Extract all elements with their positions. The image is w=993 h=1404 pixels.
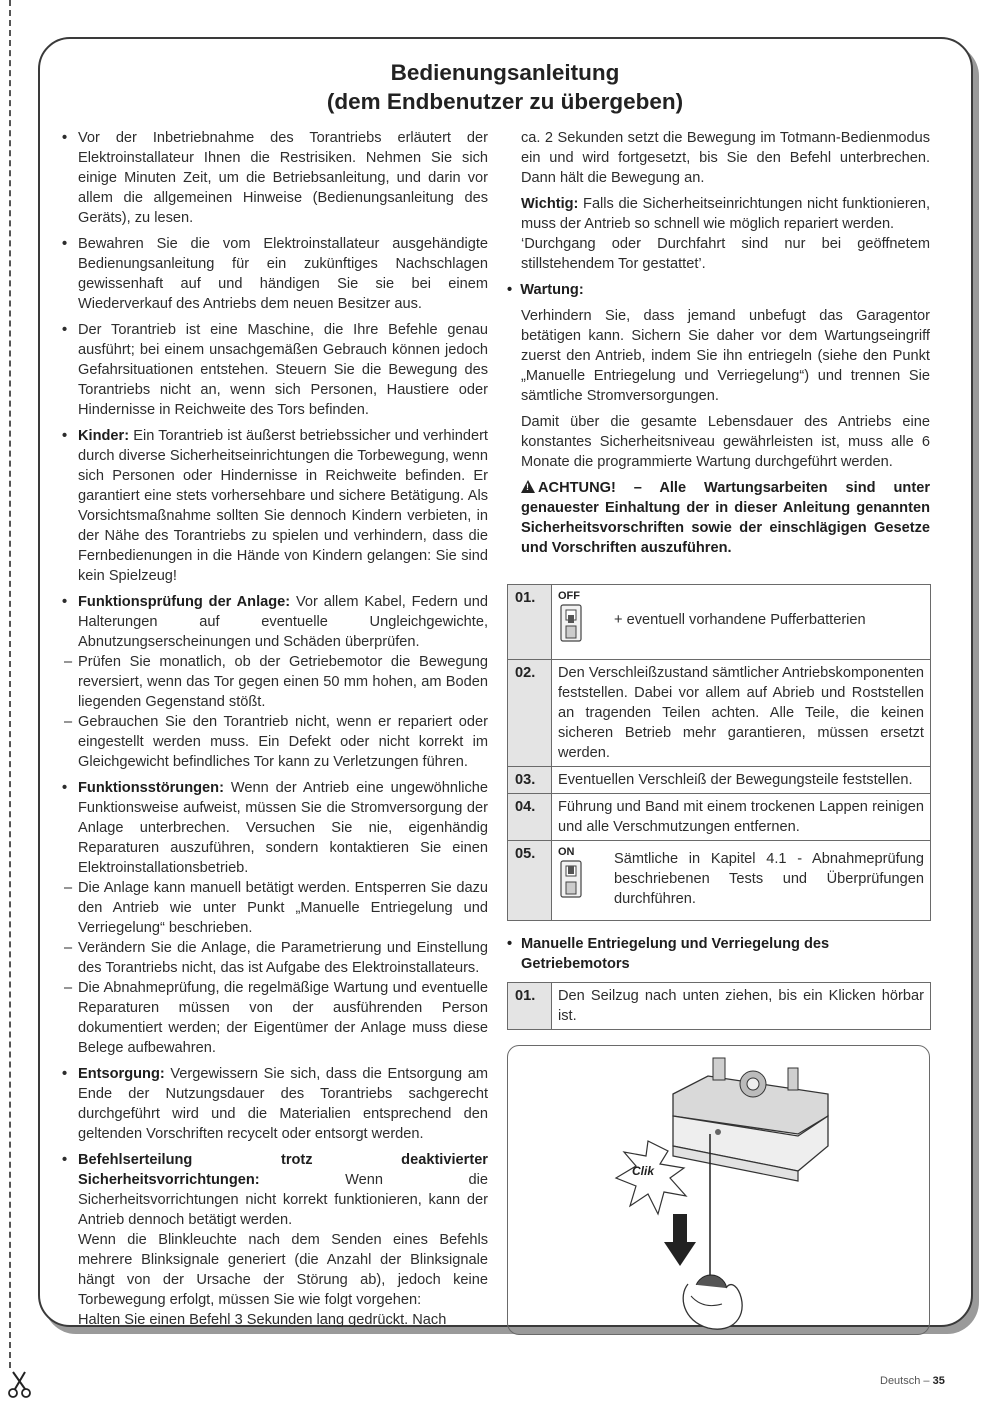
paragraph: ‘Durchgang oder Durchfahrt sind nur bei geöffnetem stillstehendem Tor gestattet’. <box>521 236 930 272</box>
table-row <box>508 841 931 921</box>
dash-item: – Die Anlage kann manuell betätigt werden. Entsperren Sie dazu den Antrieb wie unter Punkt „Manuelle Entriegelung und Verriegelung“ beschrieben. <box>64 880 488 936</box>
switch-label: OFF <box>558 590 580 602</box>
motor-release-drawing <box>508 1046 930 1335</box>
step-content <box>552 841 931 921</box>
switch-label: ON <box>558 846 575 858</box>
list-item: • Befehlserteilung trotz deaktivierter Sicherheitsvorrichtungen: Wenn die Sicherheitsvorrichtungen nicht korrekt funktionieren, kann der Antrieb dennoch betätigt werden. <box>62 1152 488 1228</box>
right-column <box>507 128 930 558</box>
list-item: • Kinder: Ein Torantrieb ist äußerst betriebssicher und verhindert durch diverse Sicherheitseinrichtungen die Torbewegung, wenn sich Personen oder Hindernisse in Reichweite befinden. Er garantiert eine stets vorhersehbare und sichere Betätigung. Als Vorsichtsmaßnahme sollten Sie dennoch Kindern verbieten, in der Nähe des Torantriebs zu spielen und verhindern, dass die Fernbedienungen in die Hände von Kindern gelangen: Sie sind kein Spielzeug! <box>62 428 488 584</box>
paragraph: Verhindern Sie, dass jemand unbefugt das Garagentor betätigen kann. Sichern Sie daher vor dem Wartungseingriff zuerst den Antrieb, indem Sie ihn entriegeln (siehe den Punkt „Manuelle Entriegelung und Verriegelung“) und trennen Sie sämtliche Stromversorgungen. <box>521 308 930 404</box>
dash-item: – Gebrauchen Sie den Torantrieb nicht, wenn er repariert oder eingestellt werden muss. Ein Defekt oder nicht korrekt im Gleichgewicht befindliches Tor kann zu Verletzungen führen. <box>64 714 488 770</box>
step-text: Führung und Band mit einem trockenen Lappen reinigen und alle Verschmutzungen entfernen. <box>552 794 931 841</box>
dash-item: – Die Abnahmeprüfung, die regelmäßige Wartung und eventuelle Reparaturen müssen von der ausführenden Person dokumentiert werden; der Eigentümer der Anlage muss diese Belege aufbewahren. <box>64 980 488 1056</box>
table-row <box>508 983 931 1030</box>
paragraph: ca. 2 Sekunden setzt die Bewegung im Totmann-Bedienmodus ein und wird fortgesetzt, bis Sie den Befehl unterbrechen. Dann hält die Bewegung an. <box>521 130 930 186</box>
list-item: • Entsorgung: Vergewissern Sie sich, dass die Entsorgung am Ende der Nutzungsdauer des Torantriebs sachgerecht durchgeführt wird und die Materialien entsprechend den geltenden Vorschriften recycelt oder entsorgt werden. <box>62 1066 488 1142</box>
paragraph: Halten Sie einen Befehl 3 Sekunden lang gedrückt. Nach <box>78 1312 447 1328</box>
paragraph: Damit über die gesamte Lebensdauer des Antriebs eine konstantes Sicherheitsniveau gewährleisten ist, muss alle 6 Monate die programmierte Wartung durchgeführt werden. <box>521 414 930 470</box>
step-text: Eventuellen Verschleiß der Bewegungsteile feststellen. <box>552 767 931 794</box>
step-number: 01. <box>508 585 552 660</box>
section-heading-manual-release: • Manuelle Entriegelung und Verriegelung des Getriebemotors <box>507 936 830 972</box>
table-row <box>508 767 931 794</box>
page-number: 35 <box>932 1375 945 1387</box>
paragraph: Wenn die Blinkleuchte nach dem Senden eines Befehls mehrere Blinksignale generiert (die Anzahl der Blinksignale hängt von der Ursache der Störung ab), jedoch keine Torbewegung erfolgt, müssen Sie wie folgt vorgehen: <box>78 1232 488 1308</box>
list-item: • Funktionsprüfung der Anlage: Vor allem Kabel, Federn und Halterungen auf eventuelle Ungleichgewichte, Abnutzungserscheinungen und Schäden überprüfen. <box>62 594 488 650</box>
cut-line <box>9 0 11 1368</box>
step-content <box>552 585 931 660</box>
maintenance-steps-table <box>507 584 931 921</box>
table-row <box>508 794 931 841</box>
page-footer <box>880 1375 945 1387</box>
paragraph: Wichtig: Falls die Sicherheitseinrichtungen nicht funktionieren, muss der Antrieb so schnell wie möglich repariert werden. <box>521 196 930 232</box>
step-text: + eventuell vorhandene Pufferbatterien <box>614 612 866 628</box>
manual-release-illustration <box>507 1045 930 1335</box>
table-row <box>508 585 931 660</box>
footer-language: Deutsch – <box>880 1375 930 1387</box>
left-column <box>62 128 488 1330</box>
table-row <box>508 660 931 767</box>
dash-item: – Verändern Sie die Anlage, die Parametrierung und Einstellung des Torantriebs nicht, das ist Aufgabe des Elektroinstallateurs. <box>64 940 488 976</box>
scissors-icon <box>6 1370 34 1398</box>
step-text: Den Verschleißzustand sämtlicher Antriebskomponenten feststellen. Dabei vor allem auf Abrieb und Roststellen an tragenden Teilen achten. Alle Teile, die keinen sicheren Betrieb mehr garantieren, müssen ersetzt werden. <box>552 660 931 767</box>
step-number: 02. <box>508 660 552 767</box>
list-item: • Der Torantrieb ist eine Maschine, die Ihre Befehle genau ausführt; bei einem unsachgemäßen Gebrauch können jedoch Gefahrsituationen entstehen. Steuern Sie die Bewegung des Torantriebs nicht an, wenn sich Personen, Haustiere oder Hindernisse in Reichweite des Tors befinden. <box>62 322 488 418</box>
warning-text: ! ACHTUNG! – Alle Wartungsarbeiten sind unter genauester Einhaltung der in dieser Anleitung genannten Sicherheitsvorschriften sowie der einschlägigen Gesetze und Vorschriften auszuführen. <box>521 480 930 556</box>
step-number: 03. <box>508 767 552 794</box>
list-item: • Vor der Inbetriebnahme des Torantriebs erläutert der Elektroinstallateur Ihnen die Restrisiken. Nehmen Sie sich einige Minuten Zeit, um die Betriebsanleitung, und darin vor allem die allgemeinen Hinweise (Bedienungsanleitung des Geräts), zu lesen. <box>62 130 488 226</box>
clik-label: Clik <box>632 1164 655 1178</box>
warning-icon: ! <box>521 480 535 493</box>
step-text: Sämtliche in Kapitel 4.1 - Abnahmeprüfung beschriebenen Tests und Überprüfungen durchführen. <box>614 851 924 907</box>
circuit-breaker-on-icon <box>558 860 584 898</box>
step-number: 04. <box>508 794 552 841</box>
title-line-1: Bedienungsanleitung <box>390 60 620 85</box>
section-heading-wartung: • Wartung: <box>507 282 584 298</box>
dash-item: – Prüfen Sie monatlich, ob der Getriebemotor die Bewegung reversiert, wenn das Tor gegen einen 50 mm hohen, am Boden liegenden Gegenstand stößt. <box>64 654 488 710</box>
step-text: Den Seilzug nach unten ziehen, bis ein Klicken hörbar ist. <box>552 983 931 1030</box>
manual-release-table <box>507 982 931 1030</box>
step-number: 01. <box>508 983 552 1030</box>
list-item: • Funktionsstörungen: Wenn der Antrieb eine ungewöhnliche Funktionsweise aufweist, müssen Sie die Stromversorgung der Anlage unterbrechen. Versuchen Sie nie, eigenhändig Reparaturen auszuführen, sondern kontaktieren Sie einen Elektroinstallationsbetrieb. <box>62 780 488 876</box>
list-item: • Bewahren Sie die vom Elektroinstallateur ausgehändigte Bedienungsanleitung für ein zukünftiges Nachschlagen gewissenhaft auf und händigen Sie sie bei einem Wiederverkauf des Antriebs dem neuen Besitzer aus. <box>62 236 488 312</box>
title-line-2: (dem Endbenutzer zu übergeben) <box>326 89 684 114</box>
step-number: 05. <box>508 841 552 921</box>
page-title <box>40 58 970 116</box>
circuit-breaker-off-icon <box>558 604 584 642</box>
